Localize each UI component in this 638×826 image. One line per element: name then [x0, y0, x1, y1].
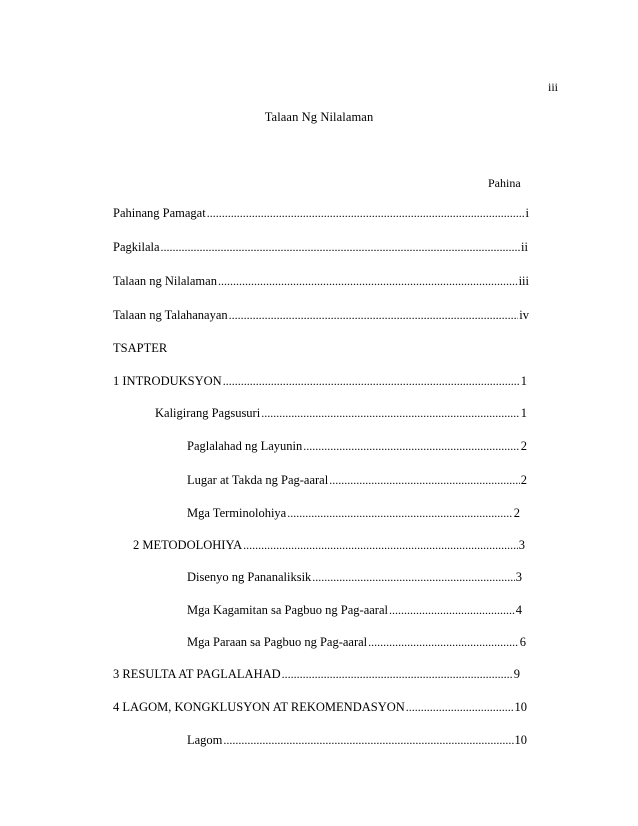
toc-entry-talaan-nilalaman — [113, 274, 529, 289]
toc-leader-dots — [161, 240, 521, 255]
toc-entry-resulta — [113, 667, 520, 682]
toc-entry-page: 6 — [519, 635, 526, 649]
toc-leader-dots — [223, 374, 520, 389]
toc-entry-mga-paraan — [187, 635, 526, 650]
toc-entry-paglalahad-layunin — [187, 439, 527, 454]
chapter-heading: TSAPTER — [113, 341, 168, 355]
toc-entry-lugar-takda — [187, 473, 527, 488]
toc-entry-text: Pahinang Pamagat — [113, 206, 206, 220]
toc-entry-page: 9 — [513, 667, 520, 681]
toc-entry-page: 4 — [515, 603, 522, 617]
toc-leader-dots — [261, 406, 520, 421]
toc-entry-mga-kagamitan — [187, 603, 522, 618]
toc-entry-lagom — [187, 733, 527, 748]
toc-leader-dots — [223, 733, 513, 748]
toc-entry-text: Talaan ng Talahanayan — [113, 308, 228, 322]
toc-entry-page: iv — [519, 308, 529, 322]
toc-entry-text: Mga Paraan sa Pagbuo ng Pag-aaral — [187, 635, 368, 649]
toc-entry-page: 10 — [514, 700, 527, 714]
page-title: Talaan Ng Nilalaman — [264, 110, 374, 124]
toc-entry-page: 2 — [520, 473, 527, 487]
toc-entry-text: Lugar at Takda ng Pag-aaral — [187, 473, 329, 487]
toc-leader-dots — [406, 700, 514, 715]
toc-entry-metodolohiya — [133, 538, 525, 553]
toc-entry-terminolohiya — [187, 506, 520, 521]
pahina-column-label: Pahina — [488, 176, 521, 190]
toc-entry-text: Talaan ng Nilalaman — [113, 274, 217, 288]
toc-leader-dots — [303, 439, 520, 454]
toc-leader-dots — [329, 473, 520, 488]
toc-entry-text: 1 INTRODUKSYON — [113, 374, 222, 388]
toc-entry-disenyo-pananaliksik — [187, 570, 522, 585]
toc-entry-page: 1 — [520, 374, 527, 388]
toc-leader-dots — [229, 308, 519, 323]
toc-entry-page: iii — [518, 274, 529, 288]
toc-entry-introduksyon — [113, 374, 527, 389]
toc-entry-text: Paglalahad ng Layunin — [187, 439, 303, 453]
toc-entry-text: 4 LAGOM, KONGKLUSYON AT REKOMENDASYON — [113, 700, 405, 714]
toc-entry-text: Kaligirang Pagsusuri — [155, 406, 261, 420]
toc-entry-text: Lagom — [187, 733, 223, 747]
toc-leader-dots — [312, 570, 514, 585]
toc-entry-page: 3 — [518, 538, 525, 552]
toc-entry-text: Disenyo ng Pananaliksik — [187, 570, 312, 584]
toc-entry-lagom-kongklusyon — [113, 700, 527, 715]
toc-entry-text: Mga Kagamitan sa Pagbuo ng Pag-aaral — [187, 603, 388, 617]
toc-entry-page: 1 — [520, 406, 527, 420]
toc-entry-page: 3 — [515, 570, 522, 584]
toc-leader-dots — [207, 206, 525, 221]
toc-leader-dots — [243, 538, 518, 553]
toc-entry-text: Mga Terminolohiya — [187, 506, 287, 520]
toc-leader-dots — [368, 635, 519, 650]
toc-leader-dots — [287, 506, 513, 521]
toc-entry-page: ii — [521, 240, 528, 254]
toc-entry-page: i — [525, 206, 529, 220]
toc-leader-dots — [218, 274, 518, 289]
toc-entry-pagkilala — [113, 240, 528, 255]
toc-entry-text: Pagkilala — [113, 240, 160, 254]
toc-entry-pahinang-pamagat — [113, 206, 529, 221]
toc-entry-text: 3 RESULTA AT PAGLALAHAD — [113, 667, 281, 681]
page-number: iii — [548, 80, 559, 94]
toc-entry-talaan-talahanayan — [113, 308, 529, 323]
toc-entry-page: 10 — [514, 733, 527, 747]
toc-entry-kaligirang-pagsusuri — [155, 406, 527, 421]
toc-entry-page: 2 — [513, 506, 520, 520]
toc-entry-page: 2 — [520, 439, 527, 453]
toc-leader-dots — [282, 667, 513, 682]
toc-entry-text: 2 METODOLOHIYA — [133, 538, 243, 552]
toc-leader-dots — [389, 603, 515, 618]
